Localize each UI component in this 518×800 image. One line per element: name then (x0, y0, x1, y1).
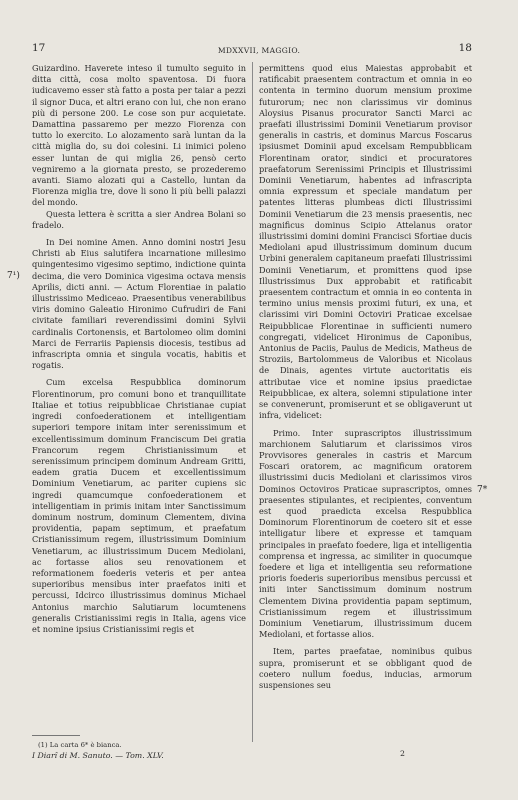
paragraph-letter-end: Guizardino. Haverete inteso il tumulto seguito in ditta città, cosa molto spaventosa. Di fuora iudicavemo esser stà fatto a posta per taiar a pezzi il signor Duca, et altri erano con lui, che non erano più di persone 200. Le cose son pur acquietate. Damattina passaremo per mezzo Fiorenza con tutto lo exercito. Lo alozamento sarà luntan da la città miglia do, su doi colesini. Li inimici poleno esser luntan de qui miglia 26, pensò certo vegniremo a la giornata presto, se prozederemo avanti. Siamo alozati qui a Castello, luntan da Fiorenza miglia tre, dove li sono li più belli palazzi del mondo. (32, 63, 246, 208)
paragraph-note: Questa lettera è scritta a sier Andrea Bolani so fradelo. (32, 208, 246, 230)
margin-note-left: 7¹) (7, 271, 20, 281)
paragraph-cum-excelsa: Cum excelsa Respubblica dominorum Florentinorum, pro comuni bono et tranquillitate Italiae et totius reipubblicae Christianae cupiat ingredi confoederationem et intelligentiam superiori tempore initam inter serenissimum et excellentissimum dominum Franciscum Dei gratia Francorum regem Christianissimum et serenissimum principem dominum Andream Gritti, eadem gratia Ducem et excellentissimum Dominium Venetiarum, ac pariter cupiens sic ingredi quamcumque confoederationem et intelligentiam in primis initam inter Sanctissimum dominum nostrum, dominum Clementem, divina providentia, papam septimum, et praefatum Cristianissimum regem, illustrissimum Dominium Venetiarum, ac illustrissimum Ducem Mediolani, ac fortasse alios seu renovationem et reformationem foederis veteris et per antea superioribus mensibus inter praefatos initi et percussi, Idcirco illustrissimus dominus Michael Antonius marchio Salutiarum locumtenens generalis Cristianissimi regis in Italia, agens vice et nomine ipsius Cristianissimi regis et (32, 377, 246, 634)
paragraph-primo: Primo. Inter suprascriptos illustrissimum marchionem Salutiarum et clarissimos viros Provvisores generales in castris et Marcum Foscari oratorem, ac magnificum oratorem illustrissimi ducis Mediolani et clarissimos viros Dominos Octoviros Praticae suprascriptos, omnes praesentes stipulantes, et recipientes, conventum est quod praedicta excelsa Respubblica Dominorum Florentinorum de coetero sit et esse intelligatur libere et expresse et tamquam principales in praefato foedere, liga et intelligentia comprensa et ingressa, ac similiter in quocumque foedere et liga et intelligentia seu reformatione prioris foederis superioribus mensibus percussi et initi inter Sanctissimum dominum nostrum Clementem Divina providentia papam septimum, Cristianissimum regem et illustrissimum Dominium Venetiarum, illustrissimum ducem Mediolani, et fortasse alios. (259, 427, 472, 640)
signature-mark: 2 (400, 749, 405, 758)
footnote: (1) La carta 6* è bianca. (38, 741, 122, 749)
page-number-left: 17 (32, 42, 46, 54)
paragraph-permittens: permittens quod eius Maiestas approbabit et ratificabit praesentem contractum et omnia in eo contenta in termino duorum mensium proxime futurorum; nec non clarissimus vir dominus Aloysius Pisanus procurator Sancti Marci ac praefati illustrissimi Dominii Venetiarum provisor generalis in castris, et dominus Marcus Foscarus ipsiusmet Dominii apud excelsam Rempubblicam Florentinam orator, sindici et procuratores praefatorum Serenissimi Principis et Illustrissimi Dominii Venetiarum, habentes ad infrascripta omnia expressum et speciale mandatum per patentes litteras plumbeas dicti Illustrissimi Dominii Venetiarum die 23 mensis praesentis, nec magnificus dominus Scipio Attelanus orator illustrissimi domini domini Francisci Sfortiae ducis Mediolani apud illustrissimum dominum ducum Urbini generalem capitaneum praefati Illustrissimi Dominii Venetiarum, et promittens quod ipse Illustrissimus Dux approbabit et ratificabit praesentem contractum et omnia in eo contenta in termino unius mensis proximi futuri, ex una, et clarissimi viri Domini Octoviri Praticae excelsae Reipubblicae Florentinae in sufficienti numero congregati, videlicet Hironimus de Caponibus, Antonius de Paciis, Paulus de Medicis, Matheus de Stroziis, Bartolommeus de Valoribus et Nicolaus de Dinais, agentes virtute auctoritatis eis attributae vice et nomine ipsius praedictae Reipubblicae, ex altera, solemni stipulatione inter se convenerunt, promiserunt et se obligaverunt ut infra, videlicet: (259, 63, 472, 421)
margin-note-right: 7* (477, 485, 488, 495)
column-divider (252, 62, 253, 742)
paragraph-instrument-opening: In Dei nomine Amen. Anno domini nostri Jesu Christi ab Eius salutifera incarnatione millesimo quingentesimo vigesimo septimo, indictione quinta decima, die vero Dominica vigesima octava mensis Aprilis, dicti anni. — Actum Florentiae in palatio illustrissimo Mediceao. Praesentibus venerabilibus viris domino Galeatio Hironimo Cufrudiri de Fani civitate familiari reverendissimi domini Sylvii cardinalis Cortonensis, et Bartolomeo olim domini Marci de Ferrariis Papiensis diocesis, testibus ad infrascripta omnia et singula vocatis, habitis et rogatis. (32, 237, 246, 371)
page-number-right: 18 (458, 42, 472, 54)
book-credit: I Diarî di M. Sanuto. — Tom. XLV. (32, 751, 164, 760)
left-column (32, 63, 246, 635)
right-column (259, 63, 472, 691)
paragraph-item: Item, partes praefatae, nominibus quibus supra, promiserunt et se obbligant quod de coetero nullum foedus, inducias, armorum suspensiones seu (259, 646, 472, 690)
footnote-rule (32, 735, 80, 736)
running-title: MDXXVII, MAGGIO. (217, 46, 301, 55)
